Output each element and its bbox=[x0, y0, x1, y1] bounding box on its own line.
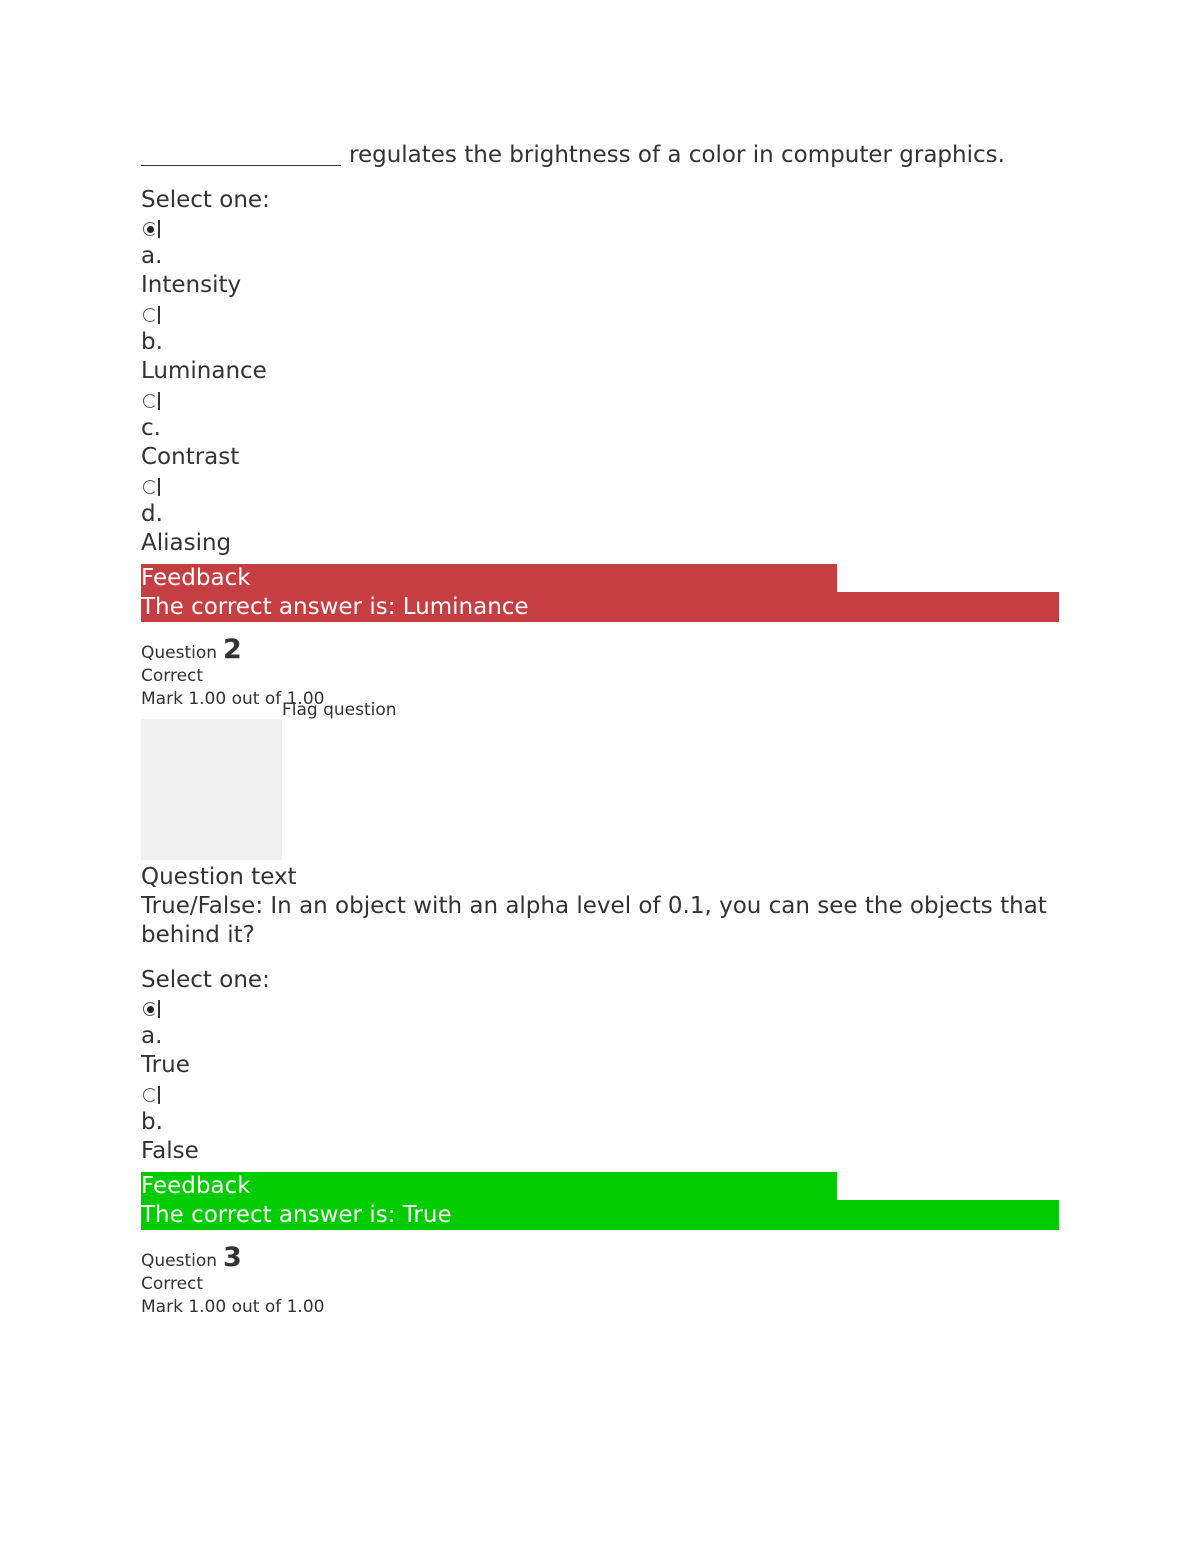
feedback-text: The correct answer is: True bbox=[141, 1200, 1059, 1230]
select-one-label: Select one: bbox=[141, 967, 270, 993]
radio-unchecked-icon[interactable] bbox=[143, 392, 163, 412]
question-2-info bbox=[141, 634, 1061, 711]
option-b[interactable] bbox=[141, 1086, 1061, 1166]
option-a[interactable] bbox=[141, 1000, 1061, 1080]
option-letter: c. bbox=[141, 415, 161, 441]
question-2-feedback bbox=[141, 1172, 1061, 1230]
radio-unchecked-icon[interactable] bbox=[143, 1086, 163, 1106]
option-letter: d. bbox=[141, 501, 163, 527]
question-label: Question bbox=[141, 1251, 218, 1271]
flag-question-link[interactable]: Flag question bbox=[282, 700, 397, 720]
option-label: Contrast bbox=[141, 444, 240, 470]
question-number: 2 bbox=[223, 634, 242, 665]
radio-unchecked-icon[interactable] bbox=[143, 478, 163, 498]
flag-icon[interactable] bbox=[141, 719, 282, 860]
option-a[interactable] bbox=[141, 220, 1061, 300]
question-3-info bbox=[141, 1242, 1061, 1319]
select-one-label: Select one: bbox=[141, 187, 270, 213]
question-status: Correct bbox=[141, 666, 204, 686]
question-label: Question bbox=[141, 643, 218, 663]
question-1-feedback bbox=[141, 564, 1061, 622]
question-text-label: Question text bbox=[141, 864, 297, 890]
radio-checked-icon[interactable] bbox=[143, 220, 163, 240]
option-c[interactable] bbox=[141, 392, 1061, 472]
feedback-title: Feedback bbox=[141, 1172, 837, 1201]
option-letter: a. bbox=[141, 243, 163, 269]
question-1-prompt: regulates the brightness of a color in computer graphics. bbox=[349, 142, 1005, 168]
question-2-text: True/False: In an object with an alpha level of 0.1, you can see the objects that behind it? bbox=[141, 893, 1047, 948]
quiz-review-page bbox=[141, 140, 1061, 1319]
option-b[interactable] bbox=[141, 306, 1061, 386]
option-label: Intensity bbox=[141, 272, 242, 298]
feedback-title: Feedback bbox=[141, 564, 837, 593]
option-label: False bbox=[141, 1138, 199, 1164]
question-number: 3 bbox=[223, 1242, 242, 1273]
option-letter: b. bbox=[141, 329, 163, 355]
option-letter: a. bbox=[141, 1023, 163, 1049]
flag-area bbox=[141, 700, 1061, 863]
option-label: Luminance bbox=[141, 358, 267, 384]
radio-unchecked-icon[interactable] bbox=[143, 306, 163, 326]
option-label: True bbox=[141, 1052, 190, 1078]
question-mark: Mark 1.00 out of 1.00 bbox=[141, 689, 325, 709]
question-status: Correct bbox=[141, 1274, 204, 1294]
option-letter: b. bbox=[141, 1109, 163, 1135]
answer-blank bbox=[141, 143, 341, 166]
radio-checked-icon[interactable] bbox=[143, 1000, 163, 1020]
question-1-text bbox=[141, 140, 1061, 170]
question-mark: Mark 1.00 out of 1.00 bbox=[141, 1297, 325, 1317]
option-label: Aliasing bbox=[141, 530, 232, 556]
option-d[interactable] bbox=[141, 478, 1061, 558]
feedback-text: The correct answer is: Luminance bbox=[141, 592, 1059, 622]
